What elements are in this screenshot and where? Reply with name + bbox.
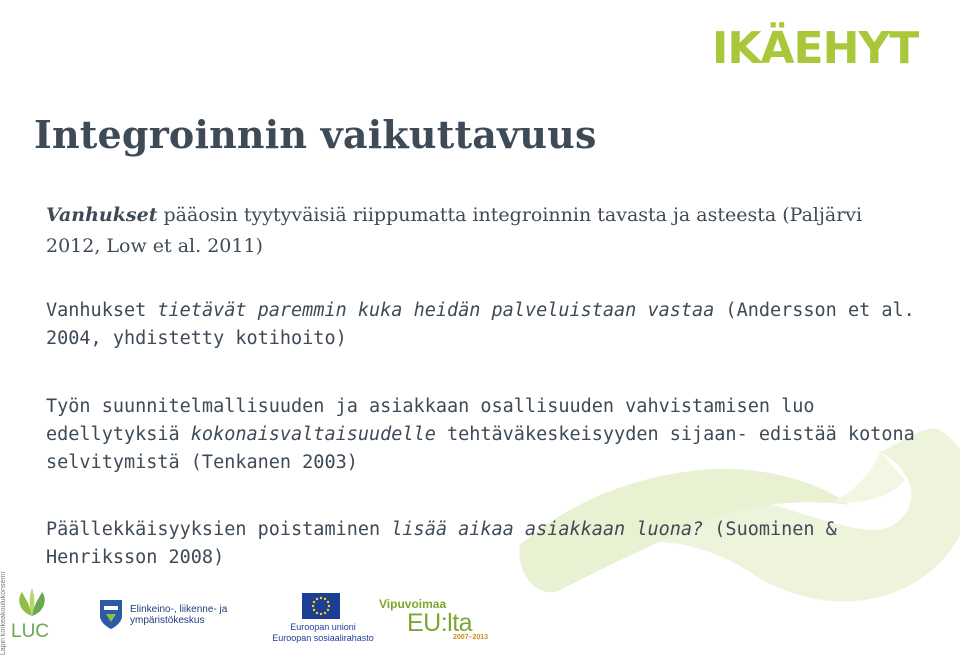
eu-logo-text — [253, 622, 393, 643]
paragraph-3 — [46, 393, 926, 477]
emphasis-text: tietävät paremmin kuka heidän palveluistaan vastaa — [157, 300, 715, 321]
ely-centre-icon — [96, 596, 126, 632]
luc-logo-text: LUC — [11, 621, 50, 642]
ikaehyt-logo — [712, 8, 924, 74]
eu-stars-icon — [302, 593, 340, 619]
paragraph-text: tehtäväkeskeisyyden sijaan- edistää kotona selvitymistä (Tenkanen 2003) — [46, 424, 915, 473]
paragraph-text: Vanhukset — [46, 300, 158, 321]
paragraph-2 — [46, 297, 926, 353]
vipuvoimaa-period: 2007–2013 — [453, 634, 489, 641]
ely-line-1: Elinkeino-, liikenne- ja — [130, 604, 228, 615]
eu-line-2: Euroopan sosiaalirahasto — [272, 632, 374, 643]
paragraph-text: pääosin tyytyväisiä riippumatta integroinnin tavasta ja asteesta (Paljärvi 2012, Low et al. 2011) — [46, 204, 863, 257]
paragraph-4 — [46, 516, 926, 572]
emphasis-text: lisää aikaa asiakkaan luona? — [391, 519, 704, 540]
page-title: Integroinnin vaikuttavuus — [34, 112, 597, 157]
emphasis-text: Vanhukset — [46, 204, 158, 226]
luc-side-text: Lapin korkeakoulukonserni — [0, 571, 8, 656]
paragraph-text: (Andersson et al. 2004, yhdistetty kotihoito) — [46, 300, 915, 349]
logo-text: IKÄEHYT — [712, 23, 919, 74]
vipuvoimaa-eu-text: EU:lta — [407, 609, 473, 637]
eu-flag-icon — [302, 593, 340, 619]
emphasis-text: kokonaisvaltaisuudelle — [190, 424, 436, 445]
vipuvoimaa-title: Vipuvoimaa — [379, 597, 447, 611]
paragraph-text: Työn suunnitelmallisuuden ja asiakkaan osallisuuden vahvistamisen luo edellytyksiä — [46, 396, 815, 445]
ely-line-2: ympäristökeskus — [130, 615, 205, 626]
luc-leaf-icon — [12, 586, 52, 620]
ely-centre-text — [130, 604, 227, 626]
eu-line-1: Euroopan unioni — [290, 622, 356, 632]
paragraph-text: (Suominen & Henriksson 2008) — [46, 519, 837, 568]
paragraph-1 — [46, 200, 916, 262]
paragraph-text: Päällekkäisyyksien poistaminen — [46, 519, 392, 540]
